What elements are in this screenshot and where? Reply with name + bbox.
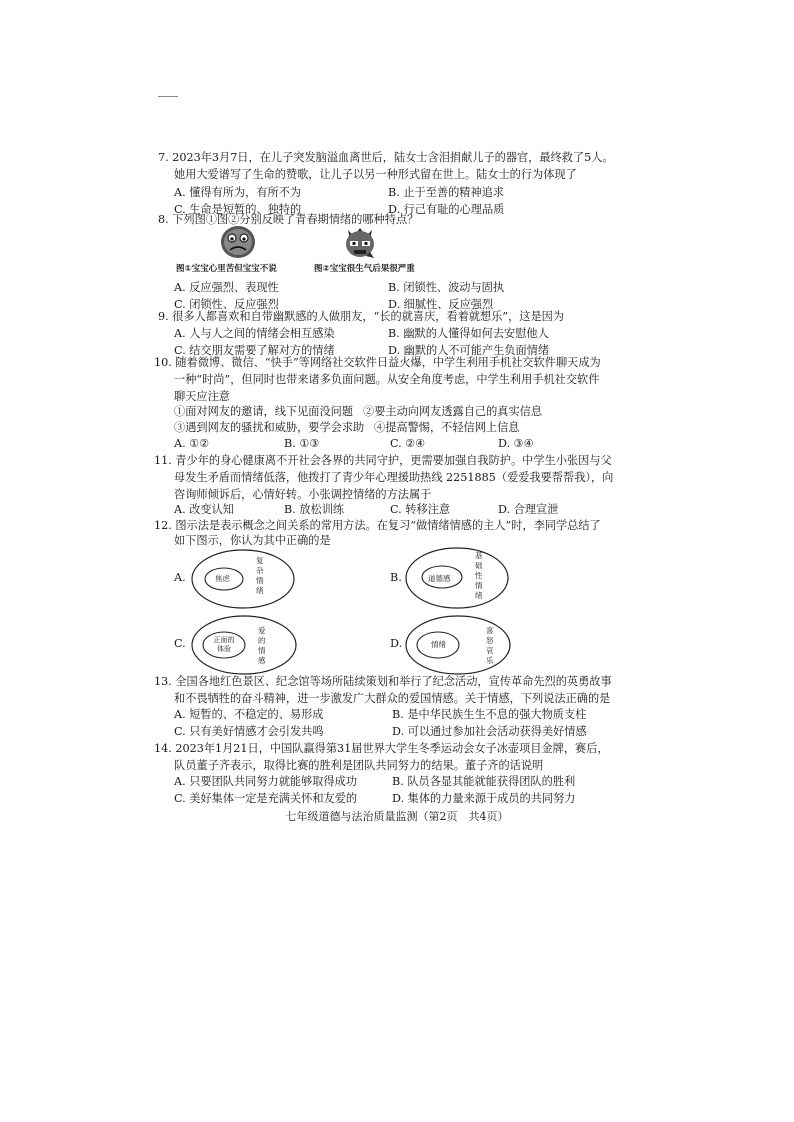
q9-option-a: A. 人与人之间的情绪会相互感染 — [174, 327, 335, 340]
q8-option-c: C. 闭锁性、反应强烈 — [174, 298, 279, 311]
q13-option-d: D. 可以通过参加社会活动获得美好情感 — [392, 725, 587, 738]
q8-option-b: B. 闭锁性、波动与固执 — [388, 281, 505, 294]
q12-c-outer: 爱的情感 — [258, 626, 266, 665]
angry-face-icon — [340, 224, 380, 260]
q14-line1: 14. 2023年1月21日，中国队赢得第31届世界大学生冬季运动会女子冰壶项目金牌，赛后， — [154, 742, 609, 755]
q12-diagram-a — [190, 548, 296, 610]
q12-option-b-label: B. — [390, 571, 402, 584]
q11-option-d: D. 合理宣泄 — [498, 503, 559, 516]
q10-statement-1: ①面对网友的邀请，线下见面没问题 — [174, 405, 354, 418]
q7-option-c: C. 生命是短暂的、独特的 — [174, 203, 302, 216]
q13-option-c: C. 只有美好情感才会引发共鸣 — [174, 725, 324, 738]
q12-diagram-b — [404, 546, 510, 610]
q13-option-a: A. 短暂的、不稳定的、易形成 — [174, 708, 324, 721]
scan-mark — [158, 96, 178, 97]
q12-a-inner: 焦虑 — [215, 574, 230, 583]
page-footer: 七年级道德与法治质量监测（第2页 共4页） — [285, 810, 509, 823]
q12-diagram-c — [190, 614, 298, 676]
q12-option-a-label: A. — [174, 571, 186, 584]
q9-option-b: B. 幽默的人懂得如何去安慰他人 — [388, 327, 549, 340]
q12-line1: 12. 图示法是表示概念之间关系的常用方法。在复习“做情绪情感的主人”时，李同学总结了 — [154, 519, 601, 532]
q13-line1: 13. 全国各地红色景区、纪念馆等场所陆续策划和举行了纪念活动，宣传革命先烈的英勇故事 — [154, 675, 612, 688]
q10-option-d: D. ③④ — [498, 437, 534, 450]
q12-line2: 如下图示，你认为其中正确的是 — [174, 534, 331, 547]
q13-line2: 和不畏牺牲的奋斗精神，进一步激发广大群众的爱国情感。关于情感，下列说法正确的是 — [174, 692, 611, 705]
q10-option-b: B. ①③ — [284, 437, 320, 450]
q11-line1: 11. 青少年的身心健康离不开社会各界的共同守护，更需要加强自我防护。中学生小张因与父 — [154, 454, 612, 467]
q12-d-outer: 喜怒哀乐 — [486, 626, 494, 665]
q12-option-c-label: C. — [174, 637, 186, 650]
q11-line2: 母发生矛盾而情绪低落，他拨打了青少年心理援助热线 2251885（爱爱我要帮帮我），向 — [174, 471, 614, 484]
q11-option-b: B. 放松训练 — [284, 503, 345, 516]
q12-b-outer: 基础性情绪 — [475, 551, 483, 600]
q14-option-a: A. 只要团队共同努力就能够取得成功 — [174, 775, 358, 788]
q14-option-d: D. 集体的力量来源于成员的共同努力 — [392, 792, 576, 805]
q7-line2: 她用大爱谱写了生命的赞歌，让儿子以另一种形式留在世上。陆女士的行为体现了 — [174, 168, 577, 181]
q12-c-inner: 正面的体验 — [213, 636, 235, 653]
q10-line3: 聊天应注意 — [174, 390, 230, 403]
q10-line2: 一种“时尚”，但同时也带来诸多负面问题。从安全角度考虑，中学生利用手机社交软件 — [174, 373, 600, 386]
q12-diagram-d — [404, 614, 512, 676]
q14-line2: 队员董子齐表示，取得比赛的胜利是团队共同努力的结果。董子齐的话说明 — [174, 759, 544, 772]
q10-option-a: A. ①② — [174, 437, 210, 450]
sad-face-icon — [218, 224, 258, 260]
q8-caption-1: 图①宝宝心里苦但宝宝不说 — [176, 264, 277, 274]
q10-line1: 10. 随着微博、微信、“快手”等网络社交软件日益火爆，中学生利用手机社交软件聊天成为 — [154, 356, 601, 369]
q12-b-inner: 道德感 — [428, 574, 451, 583]
q10-option-c: C. ②④ — [390, 437, 426, 450]
q13-option-b: B. 是中华民族生生不息的强大物质支柱 — [392, 708, 587, 721]
q10-statement-4: ④提高警惕，不轻信网上信息 — [374, 421, 520, 434]
q14-option-b: B. 队员各显其能就能获得团队的胜利 — [392, 775, 576, 788]
q8-caption-2: 图②宝宝很生气后果很严重 — [314, 264, 415, 274]
q7-option-b: B. 止于至善的精神追求 — [388, 186, 505, 199]
q11-line3: 咨询师倾诉后，心情好转。小张调控情绪的方法属于 — [174, 488, 432, 501]
q10-statement-2: ②要主动向网友透露自己的真实信息 — [363, 405, 543, 418]
q8-option-a: A. 反应强烈、表现性 — [174, 281, 279, 294]
q12-d-inner: 情绪 — [431, 640, 446, 649]
q7-option-a: A. 懂得有所为，有所不为 — [174, 186, 302, 199]
q8-option-d: D. 细腻性、反应强烈 — [388, 298, 494, 311]
q11-option-a: A. 改变认知 — [174, 503, 234, 516]
q11-option-c: C. 转移注意 — [390, 503, 451, 516]
q7-line1: 7. 2023年3月7日，在儿子突发脑溢血离世后，陆女士含泪捐献儿子的器官，最终救了5人。 — [158, 151, 614, 164]
q9-option-d: D. 幽默的人不可能产生负面情绪 — [388, 344, 550, 357]
q9-stem: 9. 很多人都喜欢和自带幽默感的人做朋友，“长的就喜庆，看着就想乐”，这是因为 — [158, 310, 565, 323]
q9-option-c: C. 结交朋友需要了解对方的情绪 — [174, 344, 335, 357]
q12-option-d-label: D. — [390, 637, 403, 650]
q8-stem: 8. 下列图①图②分别反映了青春期情绪的哪种特点？ — [158, 213, 419, 226]
q10-statement-3: ③遇到网友的骚扰和威胁，要学会求助 — [174, 421, 365, 434]
q12-a-outer: 复杂情绪 — [256, 556, 264, 595]
q7-option-d: D. 行己有耻的心理品质 — [388, 203, 505, 216]
q14-option-c: C. 美好集体一定是充满关怀和友爱的 — [174, 792, 358, 805]
